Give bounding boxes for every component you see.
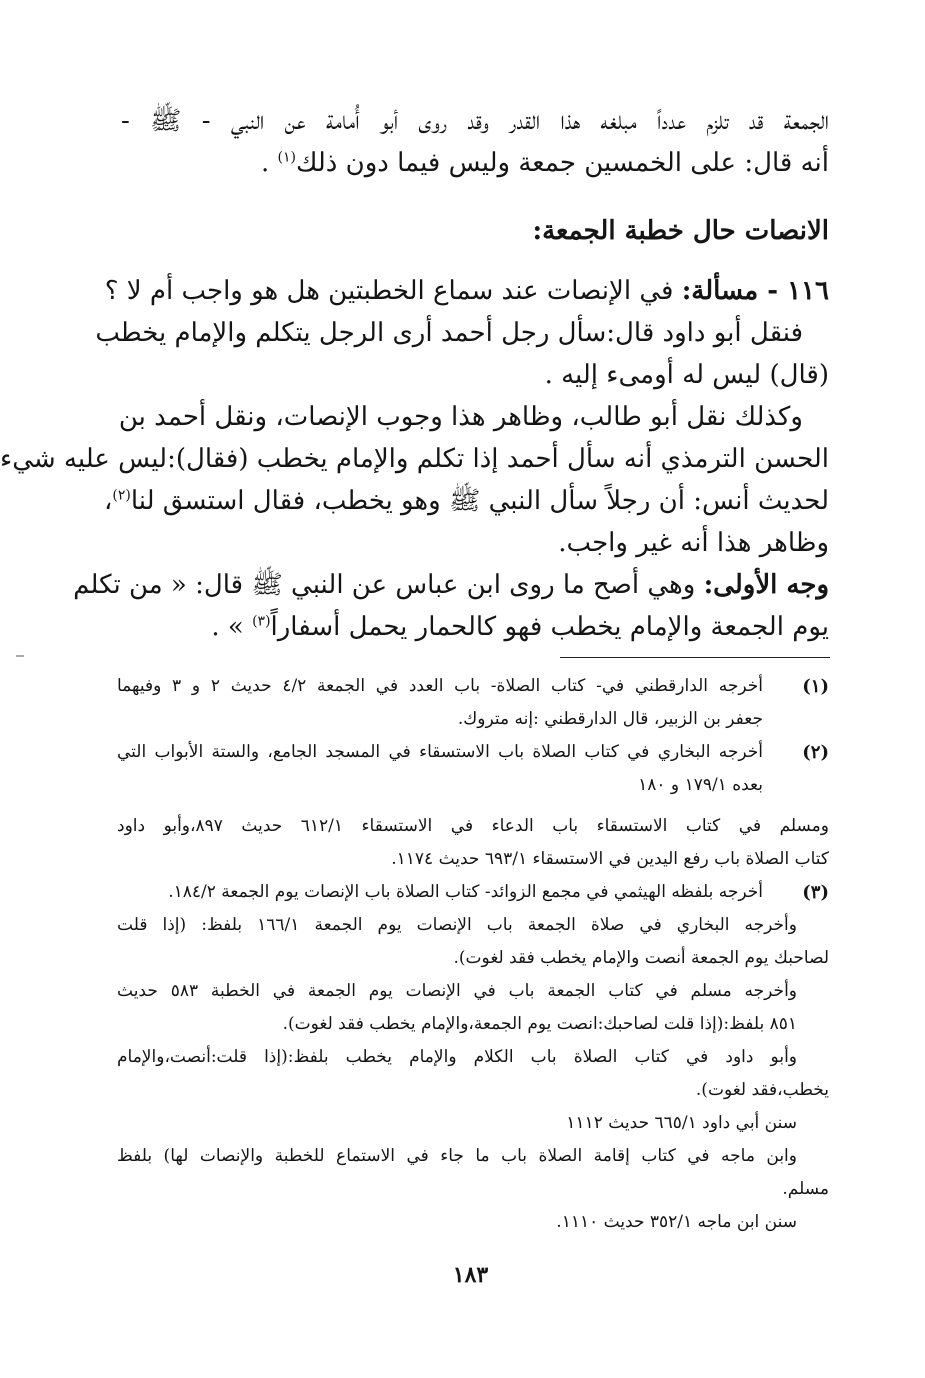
text-span: لحديث أنس: أن رجلاً سأل النبي ﷺ وهو يخطب، فقال استسق لنا [130,486,829,516]
footnote-ref[interactable]: (٢) [112,487,131,504]
footnote-line: وأخرجه البخاري في صلاة الجمعة باب الإنصات يوم الجمعة ١٦٦/١ بلفظ: (إذا قلت [117,915,797,935]
footnote-line: أخرجه بلفظه الهيثمي في مجمع الزوائد- كتاب الصلاة باب الإنصات يوم الجمعة ١٨٤/٢. [168,882,763,902]
text-line: وظاهر هذا أنه غير واجب. [558,528,829,558]
footnote-line: وأخرجه مسلم في كتاب الجمعة باب في الإنصات يوم الجمعة في الخطبة ٥٨٣ حديث [117,981,798,1001]
footnotes [117,670,829,1239]
footnote-line: كتاب الصلاة باب رفع اليدين في الاستسقاء ٦٩٣/١ حديث ١١٧٤. [391,849,829,869]
text-line: (قال) ليس له أومىء إليه . [544,360,829,390]
text-line: الحسن الترمذي أنه سأل أحمد إذا تكلم والإمام يخطب (فقال):ليس عليه شيء [0,444,829,474]
footnote-line: أخرجه البخاري في كتاب الصلاة باب الاستسقاء في المسجد الجامع، والستة الأبواب التي [117,742,763,762]
footnote-number: (٢) [802,742,829,763]
text-span: . [260,148,278,178]
issue-text: في الإنصات عند سماع الخطبتين هل هو واجب أم لا ؟ [104,276,682,306]
footnote-3-continuation [117,909,829,1239]
footnote-ref[interactable]: (٣) [252,613,271,630]
footnote-2-continuation [117,810,829,876]
text-line: وكذلك نقل أبو طالب، وظاهر هذا وجوب الإنصات، ونقل أحمد بن [118,402,803,432]
text-line: فنقل أبو داود قال:سأل رجل أحمد أرى الرجل يتكلم والإمام يخطب [95,318,803,348]
text-line: الجمعة قد تلزم عدداً مبلغه هذا القدر وقد روى أبو أُمامة عن النبي - ﷺ - [121,106,829,136]
argument-label: وجه الأولى: [703,570,829,600]
footnote-line: سنن ابن ماجه ٣٥٢/١ حديث ١١١٠. [556,1212,797,1232]
text-span: ، [103,486,113,516]
text-span: يوم الجمعة والإمام يخطب فهو كالحمار يحمل أسفاراً [270,612,829,642]
text-span: أنه قال: على الخمسين جمعة وليس فيما دون ذلك [295,148,829,178]
footnote-3 [117,876,829,909]
footnote-line: سنن أبي داود ٦٦٥/١ حديث ١١١٢ [566,1113,797,1133]
issue-line [104,270,829,312]
main-text [0,100,829,648]
scan-edge-mark [16,655,24,657]
footnote-divider [560,657,830,658]
text-line [103,480,829,522]
footnote-ref[interactable]: (١) [277,149,296,166]
footnote-line: وابن ماجه في كتاب إقامة الصلاة باب ما جاء في الاستماع للخطبة والإنصات لها) بلفظ [117,1146,797,1166]
section-heading: الانصات حال خطبة الجمعة: [532,216,829,246]
footnote-1 [117,670,829,736]
footnote-line: لصاحبك يوم الجمعة أنصت والإمام يخطب فقد لغوت). [453,948,829,968]
footnote-number: (١) [802,676,829,697]
text-line [121,606,829,648]
footnote-line: أخرجه الدارقطني في- كتاب الصلاة- باب العدد في الجمعة ٤/٢ حديث ٢ و ٣ وفيهما [117,676,763,696]
text-line [73,564,829,606]
footnote-line: مسلم. [782,1179,829,1199]
footnote-line: جعفر بن الزبير، قال الدارقطني :إنه متروك. [457,709,763,729]
footnote-line: بعده ١٧٩/١ و ١٨٠ [638,775,763,795]
footnote-line: وأبو داود في كتاب الصلاة باب الكلام والإمام يخطب بلفظ:(إذا قلت:أنصت،والإمام [117,1047,797,1067]
page-number: ١٨٣ [452,1262,489,1288]
footnote-number: (٣) [802,882,829,903]
text-line [121,142,829,184]
footnote-line: ومسلم في كتاب الاستسقاء باب الدعاء في الاستسقاء ٦١٢/١ حديث ٨٩٧،وأبو داود [117,816,829,836]
text-span: » . [211,612,253,642]
footnote-line: ٨٥١ بلفظ:(إذا قلت لصاحبك:انصت يوم الجمعة،والإمام يخطب فقد لغوت). [282,1014,797,1034]
footnote-2 [117,736,829,810]
text-span: وهي أصح ما روى ابن عباس عن النبي ﷺ قال: « من تكلم [73,570,704,600]
footnote-line: يخطب،فقد لغوت). [695,1080,829,1100]
issue-number: ١١٦ - مسألة: [681,276,829,306]
